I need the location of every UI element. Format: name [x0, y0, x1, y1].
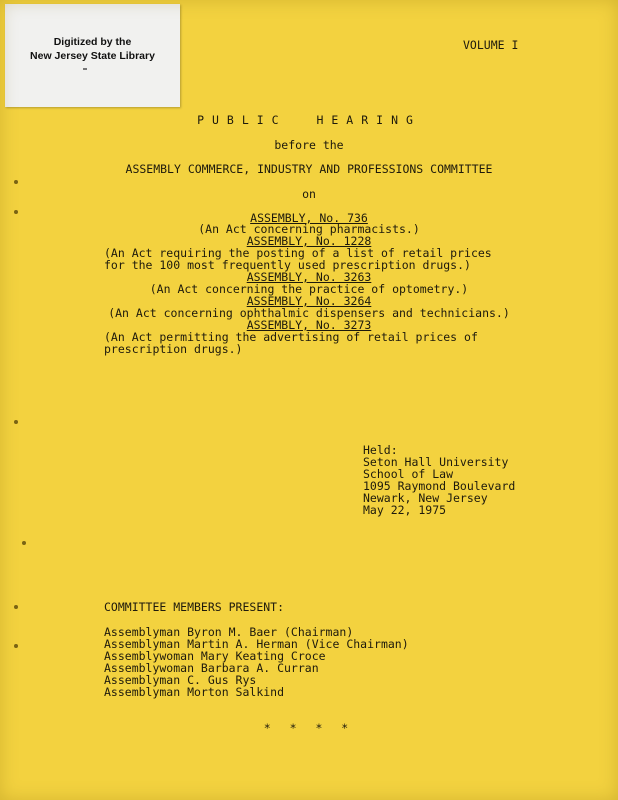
- held-date: May 22, 1975: [363, 503, 447, 517]
- bill-3263: ASSEMBLY, No. 3263: [246, 270, 372, 284]
- bill-3273-desc-2: prescription drugs.): [104, 342, 243, 356]
- sticker-line-2: New Jersey State Library: [30, 50, 155, 62]
- held-label: Held:: [363, 443, 398, 457]
- on-text: on: [302, 187, 316, 201]
- held-line-1: Seton Hall University: [363, 455, 509, 469]
- sticker-mark: [83, 68, 87, 70]
- before-text: before the: [274, 138, 344, 152]
- hearing-title: PUBLIC HEARING: [197, 113, 421, 127]
- bill-3273-desc-1: (An Act permitting the advertising of retail prices of: [104, 330, 478, 344]
- sticker-line-1: Digitized by the: [53, 36, 132, 48]
- members-heading: COMMITTEE MEMBERS PRESENT:: [104, 600, 285, 614]
- held-line-2: School of Law: [363, 467, 454, 481]
- held-line-4: Newark, New Jersey: [363, 491, 488, 505]
- binding-hole: [14, 180, 18, 184]
- bill-736: ASSEMBLY, No. 736: [250, 211, 368, 225]
- bill-1228-desc-2: for the 100 most frequently used prescription drugs.): [104, 258, 471, 272]
- binding-hole: [14, 605, 18, 609]
- member-item: Assemblyman C. Gus Rys: [104, 673, 257, 687]
- member-item: Assemblyman Byron M. Baer (Chairman): [104, 625, 354, 639]
- binding-hole: [14, 210, 18, 214]
- held-line-3: 1095 Raymond Boulevard: [363, 479, 516, 493]
- bill-3264: ASSEMBLY, No. 3264: [246, 294, 372, 308]
- binding-hole: [14, 420, 18, 424]
- bill-3264-desc: (An Act concerning ophthalmic dispensers and technicians.): [108, 306, 510, 320]
- digitized-sticker: [5, 4, 180, 107]
- member-item: Assemblywoman Mary Keating Croce: [104, 649, 326, 663]
- member-item: Assemblywoman Barbara A. Curran: [104, 661, 319, 675]
- binding-hole: [14, 644, 18, 648]
- bill-3273: ASSEMBLY, No. 3273: [246, 318, 372, 332]
- member-item: Assemblyman Morton Salkind: [104, 685, 285, 699]
- bill-1228-desc-1: (An Act requiring the posting of a list of retail prices: [104, 246, 492, 260]
- volume-label: VOLUME I: [463, 38, 519, 52]
- member-item: Assemblyman Martin A. Herman (Vice Chairman): [104, 637, 409, 651]
- binding-hole: [22, 541, 26, 545]
- bill-736-desc: (An Act concerning pharmacists.): [198, 222, 420, 236]
- closing-stars: * * * *: [263, 721, 355, 735]
- bill-1228: ASSEMBLY, No. 1228: [246, 234, 372, 248]
- bill-3263-desc: (An Act concerning the practice of optometry.): [149, 282, 469, 296]
- committee-name: ASSEMBLY COMMERCE, INDUSTRY AND PROFESSIONS COMMITTEE: [125, 162, 493, 176]
